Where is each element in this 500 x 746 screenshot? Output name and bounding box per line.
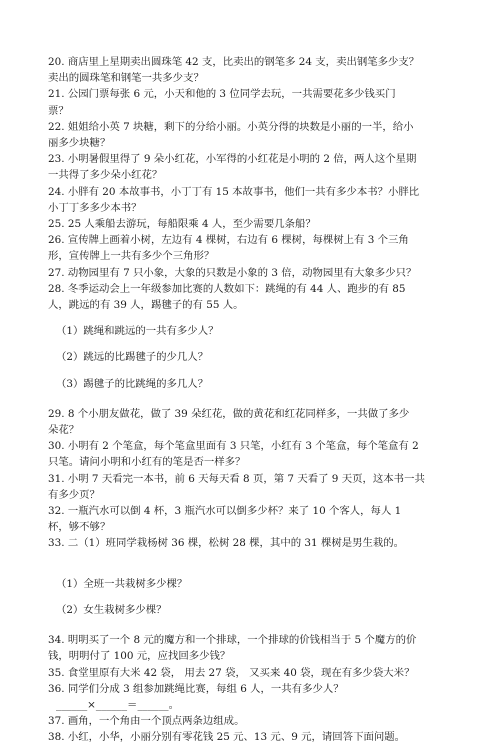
- q34-line-2: 钱，明明付了 100 元，应找回多少钱？: [48, 650, 231, 663]
- q36-line-1: 36. 同学们分成 3 组参加跳绳比赛，每组 6 人，一共有多少人？: [48, 682, 344, 695]
- q38-line-1: 38. 小红，小华，小丽分别有零花钱 25 元、13 元、9 元，请回答下面问题。: [48, 731, 406, 744]
- q20-line-2: 卖出的圆珠笔和钢笔一共多少支？: [48, 72, 204, 85]
- q37-line-1: 37. 画角，一个角由一个顶点两条边组成。: [48, 715, 245, 728]
- question-list: [48, 54, 458, 746]
- q33-sub-2: （2）女生栽树多少棵？: [56, 603, 167, 616]
- q28-line-2: 人，跳远的有 39 人，踢毽子的有 55 人。: [48, 299, 244, 312]
- q28-sub-2: （2）跳远的比踢毽子的少几人？: [56, 351, 209, 364]
- q28-sub-3: （3）踢毽子的比跳绳的多几人？: [56, 377, 209, 390]
- q20-line-1: 20. 商店里上星期卖出圆珠笔 42 支，比卖出的钢笔多 24 支，卖出钢笔多少支？: [48, 56, 420, 68]
- q29-line-1: 29. 8 个小朋友做花，做了 39 朵红花，做的黄花和红花同样多，一共做了多少: [48, 407, 410, 420]
- q27-line-1: 27. 动物园里有 7 只小象，大象的只数是小象的 3 倍，动物园里有大象多少只？: [48, 266, 417, 279]
- q30-line-1: 30. 小明有 2 个笔盒，每个笔盒里面有 3 只笔，小红有 3 个笔盒，每个笔盒有 2: [48, 440, 419, 453]
- q21-line-2: 票？: [48, 104, 69, 117]
- q33-line-1: 33. 二（1）班同学栽杨树 36 棵，松树 28 棵，其中的 31 棵树是男生栽的。: [48, 537, 405, 550]
- q35-line-1: 35. 食堂里原有大米 42 袋， 用去 27 袋， 又买来 40 袋，现在有多少袋大米？: [48, 666, 415, 679]
- q32-line-2: 杯，够不够？: [48, 521, 111, 534]
- q34-line-1: 34. 明明买了一个 8 元的魔方和一个排球，一个排球的价钱相当于 5 个魔方的价: [48, 634, 417, 647]
- q26-line-2: 形，宣传牌上一共有多少个三角形？: [48, 250, 215, 263]
- q25-line-1: 25. 25 人乘船去游玩，每船限乘 4 人，至少需要几条船？: [48, 218, 316, 231]
- q33-sub-1: （1）全班一共栽树多少棵？: [56, 577, 188, 590]
- q23-line-1: 23. 小明暑假里得了 9 朵小红花，小军得的小红花是小明的 2 倍，两人这个星期: [48, 153, 417, 166]
- q30-line-2: 只笔。请问小明和小红有的笔是否一样多？: [48, 456, 246, 469]
- q29-line-2: 朵花？: [48, 424, 80, 437]
- q31-line-2: 有多少页？: [48, 488, 100, 501]
- q24-line-2: 小丁丁多多少本书？: [48, 201, 142, 214]
- q28-line-1: 28. 冬季运动会上一年级参加比赛的人数如下：跳绳的有 44 人、跑步的有 85: [48, 282, 406, 295]
- q21-line-1: 21. 公园门票每张 6 元，小天和他的 3 位同学去玩，一共需要花多少钱买门: [48, 88, 396, 101]
- q28-sub-1: （1）跳绳和跳远的一共有多少人？: [56, 325, 219, 338]
- q26-line-1: 26. 宣传牌上画着小树，左边有 4 棵树，右边有 6 棵树，每棵树上有 3 个三角: [48, 234, 409, 247]
- q32-line-1: 32. 一瓶汽水可以倒 4 杯，3 瓶汽水可以倒多少杯？来了 10 个客人，每人 1: [48, 505, 402, 518]
- q24-line-1: 24. 小胖有 20 本故事书，小丁丁有 15 本故事书，他们一共有多少本书？小胖比: [48, 185, 420, 198]
- q36-blank-equation: ______×______＝______。: [56, 698, 180, 711]
- q31-line-1: 31. 小明 7 天看完一本书，前 6 天每天看 8 页，第 7 天看了 9 天页，这本书一共: [48, 472, 425, 485]
- q22-line-2: 丽多少块糖？: [48, 137, 111, 150]
- q23-line-2: 一共得了多少朵小红花？: [48, 169, 163, 182]
- q22-line-1: 22. 姐姐给小英 7 块糖，剩下的分给小丽。小英分得的块数是小丽的一半，给小: [48, 120, 414, 133]
